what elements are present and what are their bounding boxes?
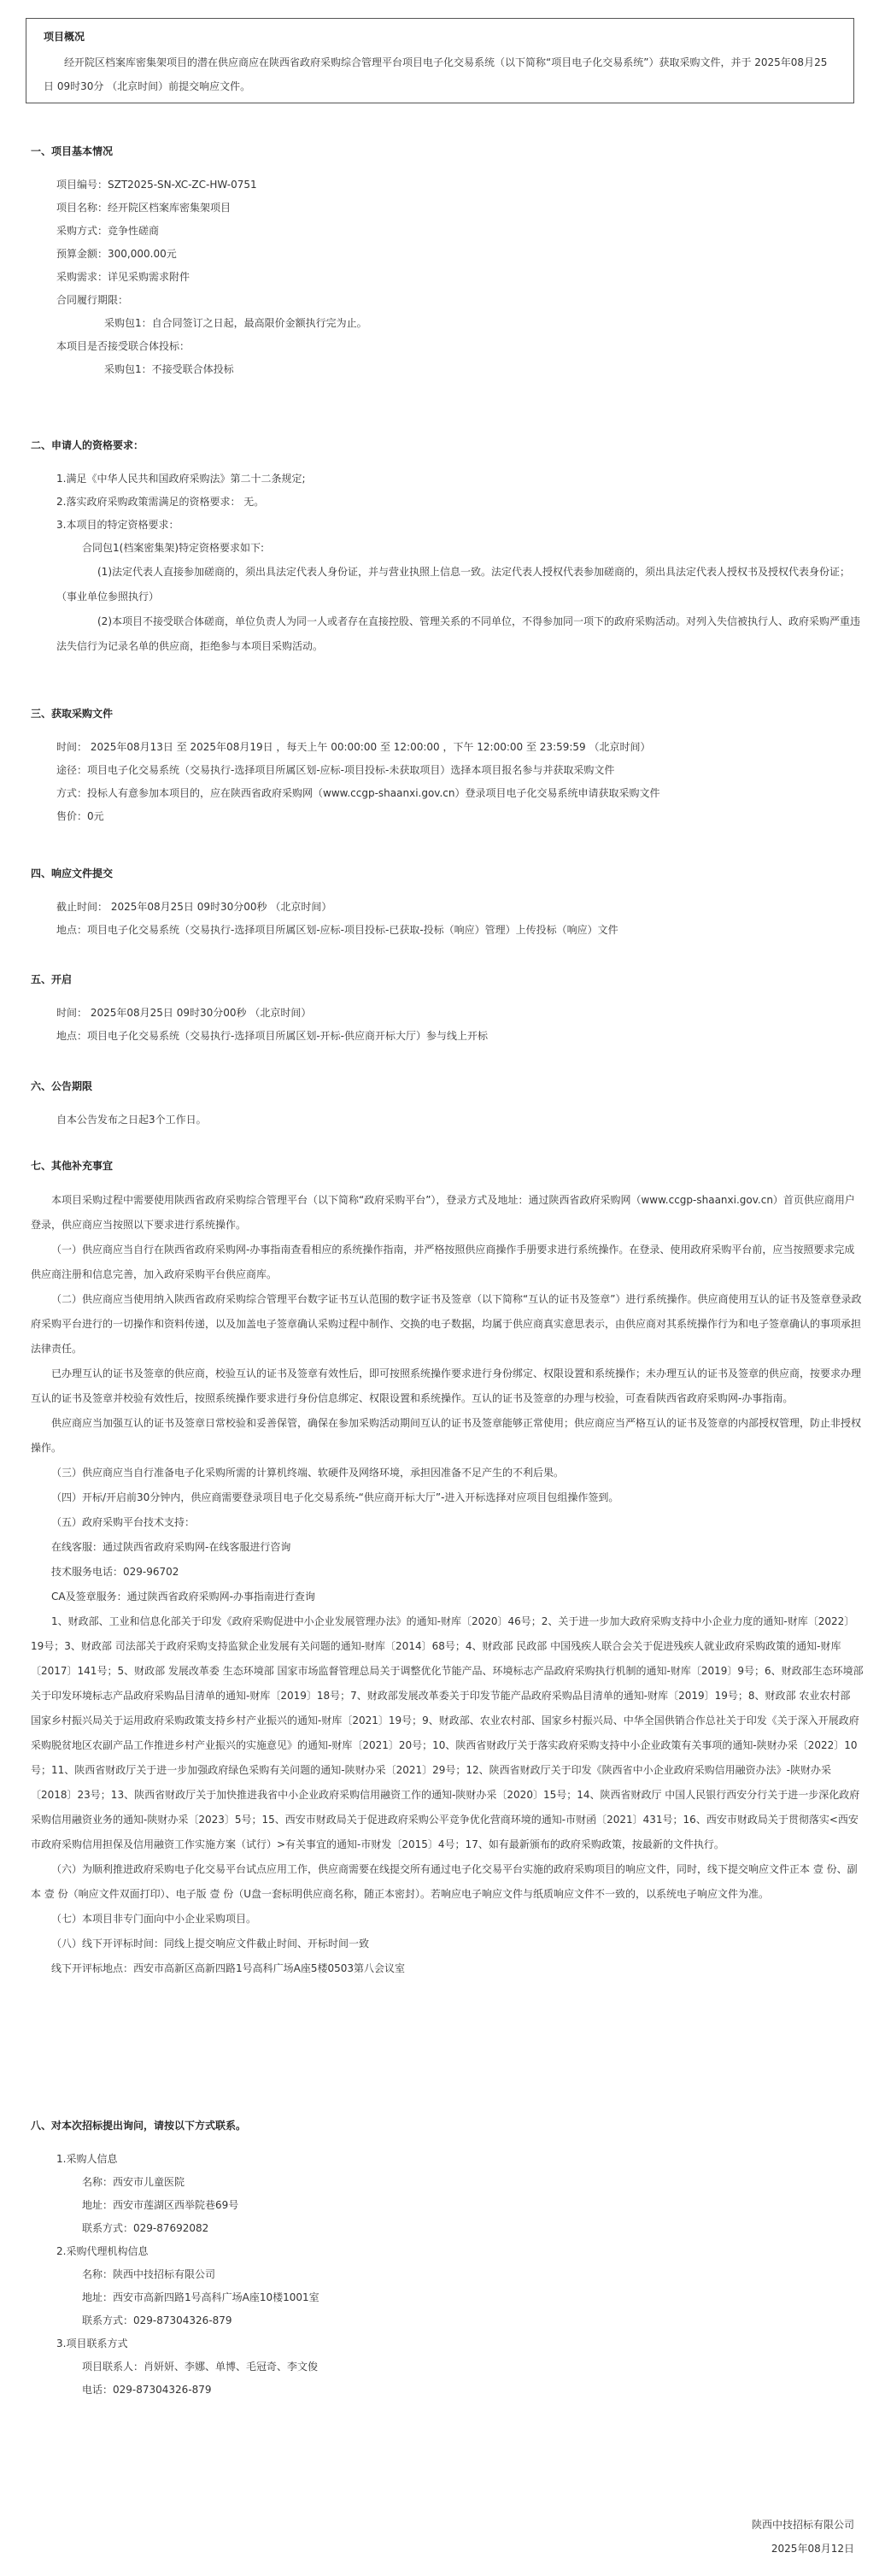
supplement-paragraph: （六）为顺利推进政府采购电子化交易平台试点应用工作，供应商需要在线提交所有通过电子化交易平台实施的政府采购项目的响应文件，同时，线下提交响应文件正本 壹 份、副本 壹 份（响应文件双面打印）、电子版 壹 份（U盘一套标明供应商名称，随正本密封）。若响应电子响应文件与纸质响应文件不一致的，以系统电子响应文件为准。 xyxy=(31,1863,858,1900)
qualification-item-3: 3.本项目的特定资格要求： xyxy=(56,519,179,531)
supplement-paragraph: （二）供应商应当使用纳入陕西省政府采购综合管理平台数字证书互认范围的数字证书及签章（以下简称“互认的证书及签章”）进行系统操作。供应商使用互认的证书及签章登录政府采购平台进行的一切操作和资料传递，以及加盖电子签章确认采购过程中制作、交换的电子数据，均属于供应商真实意思表示，由供应商对其系统操作行为和电子签章确认的事项承担法律责任。 xyxy=(31,1293,862,1355)
project-overview-box xyxy=(26,18,854,103)
signature-block xyxy=(752,2513,854,2561)
section-title: 四、响应文件提交 xyxy=(31,867,114,879)
qualification-item-2: 2.落实政府采购政策需满足的资格要求： 无。 xyxy=(56,496,265,508)
obtain-time: 时间： 2025年08月13日 至 2025年08月19日 ，每天上午 00:00:00 至 12:00:00 ，下午 12:00:00 至 23:59:59 （北京时间） xyxy=(56,741,651,753)
overview-title: 项目概况 xyxy=(44,31,85,43)
supplement-paragraph: （八）线下开评标时间：同线上提交响应文件截止时间、开标时间一致 xyxy=(51,1938,370,1950)
budget-amount: 预算金额：300,000.00元 xyxy=(56,248,177,260)
qualification-item-1: 1.满足《中华人民共和国政府采购法》第二十二条规定; xyxy=(56,473,306,485)
supplement-paragraph: CA及签章服务：通过陕西省政府采购网-办事指南进行查询 xyxy=(51,1591,315,1603)
section-title: 五、开启 xyxy=(31,973,73,985)
opening-time: 时间： 2025年08月25日 09时30分00秒 （北京时间） xyxy=(56,1007,312,1019)
qualification-req-2: (2)本项目不接受联合体磋商，单位负责人为同一人或者存在直接控股、管理关系的不同单位，不得参加同一项下的政府采购活动。对列入失信被执行人、政府采购严重违法失信行为记录名单的供应商，拒绝参与本项目采购活动。 xyxy=(56,615,861,652)
supplement-paragraph: 供应商应当加强互认的证书及签章日常校验和妥善保管，确保在参加采购活动期间互认的证书及签章能够正常使用；供应商应当严格互认的证书及签章的内部授权管理，防止非授权操作。 xyxy=(31,1417,862,1454)
signature-company: 陕西中技招标有限公司 xyxy=(751,2519,854,2531)
section-title: 一、项目基本情况 xyxy=(31,145,114,157)
announcement-period-text: 自本公告发布之日起3个工作日。 xyxy=(56,1114,207,1126)
agency-info-title: 2.采购代理机构信息 xyxy=(56,2245,149,2257)
obtain-route: 途径：项目电子化交易系统（交易执行-选择项目所属区划-应标-项目投标-未获取项目）选择本项目报名参与并获取采购文件 xyxy=(56,764,615,776)
section-opening xyxy=(31,972,864,1048)
obtain-price: 售价：0元 xyxy=(56,810,104,822)
signature-date: 2025年08月12日 xyxy=(771,2543,854,2555)
supplement-paragraph: （七）本项目非专门面向中小企业采购项目。 xyxy=(51,1913,257,1925)
supplement-paragraph: 已办理互认的证书及签章的供应商，校验互认的证书及签章有效性后，即可按照系统操作要求进行身份绑定、权限设置和系统操作；未办理互认的证书及签章的供应商，按要求办理互认的证书及签章并校验有效性后，按照系统操作要求进行身份信息绑定、权限设置和系统操作。互认的证书及签章的办理与校验，可查看陕西省政府采购网-办事指南。 xyxy=(31,1367,862,1404)
overview-text: 经开院区档案库密集架项目的潜在供应商应在陕西省政府采购综合管理平台项目电子化交易系统（以下简称“项目电子化交易系统”）获取采购文件，并于 2025年08月25日 09时30分 （北京时间）前提交响应文件。 xyxy=(44,56,828,92)
agency-name: 名称：陕西中技招标有限公司 xyxy=(82,2268,216,2280)
consortium-pkg: 采购包1：不接受联合体投标 xyxy=(104,363,234,375)
section-title: 三、获取采购文件 xyxy=(31,708,114,720)
project-contact-people: 项目联系人：肖妍妍、李娜、单博、毛冠奇、李文俊 xyxy=(82,2361,319,2373)
section-basic-info xyxy=(31,144,864,381)
consortium-label: 本项目是否接受联合体投标： xyxy=(56,340,190,352)
purchaser-phone: 联系方式：029-87692082 xyxy=(82,2222,209,2234)
supplement-paragraph: （五）政府采购平台技术支持： xyxy=(51,1516,196,1528)
section-title: 六、公告期限 xyxy=(31,1080,93,1092)
supplement-paragraph: 本项目采购过程中需要使用陕西省政府采购综合管理平台（以下简称“政府采购平台”），登录方式及地址：通过陕西省政府采购网（www.ccgp-shaanxi.gov.cn）首页供应商用户登录，供应商应当按照以下要求进行系统操作。 xyxy=(31,1194,855,1231)
supplement-paragraph: 技术服务电话：029-96702 xyxy=(51,1566,179,1578)
section-title: 二、申请人的资格要求： xyxy=(31,439,144,451)
section-obtain-documents xyxy=(31,706,864,828)
project-number: 项目编号：SZT2025-SN-XC-ZC-HW-0751 xyxy=(56,179,257,191)
qualification-req-1: (1)法定代表人直接参加磋商的，须出具法定代表人身份证，并与营业执照上信息一致。法定代表人授权代表参加磋商的，须出具法定代表人授权书及授权代表身份证；（事业单位参照执行） xyxy=(56,566,851,603)
section-announcement-period xyxy=(31,1079,864,1132)
contract-period-label: 合同履行期限： xyxy=(56,294,129,306)
agency-phone: 联系方式：029-87304326-879 xyxy=(82,2314,232,2326)
purchaser-info-title: 1.采购人信息 xyxy=(56,2153,118,2165)
project-name: 项目名称：经开院区档案库密集架项目 xyxy=(56,202,232,214)
purchaser-address: 地址：西安市莲湖区西举院巷69号 xyxy=(82,2199,239,2211)
section-title: 七、其他补充事宜 xyxy=(31,1160,114,1172)
procurement-demand: 采购需求：详见采购需求附件 xyxy=(56,271,190,283)
project-contact-phone: 电话：029-87304326-879 xyxy=(82,2384,212,2396)
section-submission xyxy=(31,866,864,942)
supplement-paragraph: （一）供应商应当自行在陕西省政府采购网-办事指南查看相应的系统操作指南，并严格按照供应商操作手册要求进行系统操作。在登录、使用政府采购平台前，应当按照要求完成供应商注册和信息完善，加入政府采购平台供应商库。 xyxy=(31,1244,855,1280)
contract-period-pkg: 采购包1：自合同签订之日起，最高限价金额执行完为止。 xyxy=(104,317,367,329)
supplement-paragraph: （三）供应商应当自行准备电子化采购所需的计算机终端、软硬件及网络环境，承担因准备不足产生的不利后果。 xyxy=(51,1467,565,1479)
supplement-paragraph: 在线客服：通过陕西省政府采购网-在线客服进行咨询 xyxy=(51,1541,291,1553)
qualification-package: 合同包1(档案密集架)特定资格要求如下: xyxy=(82,542,265,554)
submission-deadline: 截止时间： 2025年08月25日 09时30分00秒 （北京时间） xyxy=(56,901,332,913)
section-title: 八、对本次招标提出询问，请按以下方式联系。 xyxy=(31,2120,247,2132)
submission-place: 地点：项目电子化交易系统（交易执行-选择项目所属区划-应标-项目投标-已获取-投标（响应）管理）上传投标（响应）文件 xyxy=(56,924,618,936)
obtain-way: 方式：投标人有意参加本项目的，应在陕西省政府采购网（www.ccgp-shaanxi.gov.cn）登录项目电子化交易系统申请获取采购文件 xyxy=(56,787,660,799)
supplement-paragraph: 线下开评标地点：西安市高新区高新四路1号高科广场A座5楼0503第八会议室 xyxy=(51,1962,406,1974)
project-contact-title: 3.项目联系方式 xyxy=(56,2338,128,2350)
procurement-method: 采购方式：竞争性磋商 xyxy=(56,225,160,237)
purchaser-name: 名称：西安市儿童医院 xyxy=(82,2176,185,2188)
section-supplementary xyxy=(31,1158,864,1981)
section-contact xyxy=(31,2118,864,2402)
agency-address: 地址：西安市高新四路1号高科广场A座10楼1001室 xyxy=(82,2291,319,2303)
section-qualifications xyxy=(31,438,864,659)
supplement-paragraph: （四）开标/开启前30分钟内，供应商需要登录项目电子化交易系统-“供应商开标大厅”-进入开标选择对应项目包组操作签到。 xyxy=(51,1491,619,1503)
policy-list-paragraph: 1、财政部、工业和信息化部关于印发《政府采购促进中小企业发展管理办法》的通知-财库〔2020〕46号；2、关于进一步加大政府采购支持中小企业力度的通知-财库〔2022〕19号；3、财政部 司法部关于政府采购支持监狱企业发展有关问题的通知-财库〔2014〕68号；4、财政部 民政部 中国残疾人联合会关于促进残疾人就业政府采购政策的通知-财库〔2017〕141号；5、财政部 发展改革委 生态环境部 国家市场监督管理总局关于调整优化节能产品、环境标志产品政府采购执行机制的通知-财库〔2019〕9号；6、财政部生态环境部关于印发环境标志产品政府采购品目清单的通知-财库〔2019〕18号；7、财政部发展改革委关于印发节能产品政府采购品目清单的通知-财库〔2019〕19号；8、财政部 农业农村部 国家乡村振兴局关于运用政府采购政策支持乡村产业振兴的通知-财库〔2021〕19号；9、财政部、农业农村部、国家乡村振兴局、中华全国供销合作总社关于印发《关于深入开展政府采购脱贫地区农副产品工作推进乡村产业振兴的实施意见》的通知-财库〔2021〕20号；10、陕西省财政厅关于落实政府采购支持中小企业政策有关事项的通知-陕财办采〔2022〕10号；11、陕西省财政厅关于进一步加强政府绿色采购有关问题的通知-陕财办采〔2021〕29号；12、陕西省财政厅关于印发《陕西省中小企业政府采购信用融资办法》-陕财办采〔2018〕23号；13、陕西省财政厅关于加快推进我省中小企业政府采购信用融资工作的通知-陕财办采〔2020〕15号；14、陕西省财政厅 中国人民银行西安分行关于进一步深化政府采购信用融资业务的通知-陕财办采〔2023〕5号；15、西安市财政局关于促进政府采购公平竞争优化营商环境的通知-市财函〔2021〕431号；16、西安市财政局关于贯彻落实<西安市政府采购信用担保及信用融资工作实施方案（试行）>有关事宜的通知-市财发〔2015〕4号；17、如有最新颁布的政府采购政策，按最新的文件执行。 xyxy=(31,1615,864,1850)
opening-place: 地点：项目电子化交易系统（交易执行-选择项目所属区划-开标-供应商开标大厅）参与线上开标 xyxy=(56,1030,488,1042)
